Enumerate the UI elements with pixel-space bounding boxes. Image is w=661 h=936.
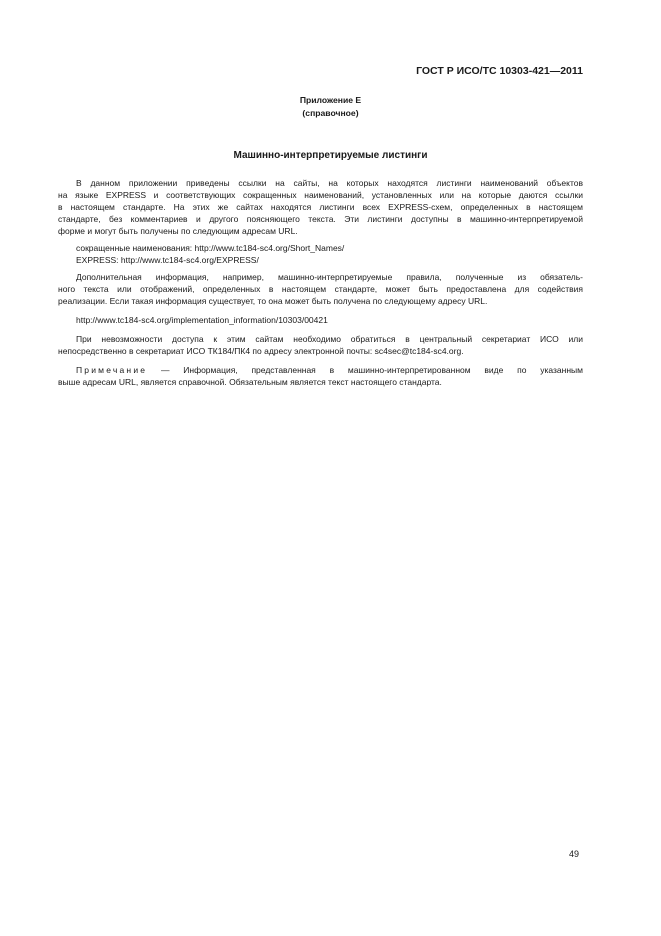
appendix-status: (справочное) bbox=[302, 108, 359, 118]
note-text: — Информация, представленная в машинно-интерпретированном виде по указанным bbox=[147, 365, 583, 375]
note bbox=[58, 364, 583, 388]
text-line: форме и могут быть получены по следующим адресам URL. bbox=[58, 226, 298, 236]
url-list bbox=[58, 242, 583, 266]
paragraph-intro bbox=[58, 177, 583, 237]
text-line: в настоящем стандарте. На этих же сайтах находятся листинги всех EXPRESS-схем, определенных в настоящем bbox=[58, 202, 583, 212]
section-title: Машинно-интерпретируемые листинги bbox=[233, 150, 428, 161]
text-line: стандарте, без комментариев и другого поясняющего текста. Эти листинги доступны в машинно-интерпретируемой bbox=[58, 214, 583, 224]
text-line: непосредственно в секретариат ИСО ТК184/ПК4 по адресу электронной почты: sc4sec@tc184-sc4.org. bbox=[58, 346, 464, 356]
text-line: Дополнительная информация, например, машинно-интерпретируемые правила, полученные из обязатель- bbox=[76, 272, 583, 282]
paragraph-additional-info bbox=[58, 271, 583, 307]
document-header: ГОСТ Р ИСО/ТС 10303-421—2011 bbox=[416, 65, 583, 77]
text-line: реализации. Если такая информация существует, то она может быть получена по следующему адресу URL. bbox=[58, 296, 488, 306]
text-line: При невозможности доступа к этим сайтам необходимо обратиться в центральный секретариат ИСО или bbox=[76, 334, 583, 344]
implementation-info-url[interactable]: http://www.tc184-sc4.org/implementation_information/10303/00421 bbox=[76, 315, 328, 325]
express-url[interactable]: EXPRESS: http://www.tc184-sc4.org/EXPRESS/ bbox=[76, 255, 259, 265]
note-label: Примечание bbox=[76, 365, 148, 375]
text-line: ного текста или отображений, определенных в настоящем стандарте, может быть предоставлена для содействия bbox=[58, 284, 583, 294]
text-line: В данном приложении приведены ссылки на сайты, на которых находятся листинги наименований объектов bbox=[76, 178, 583, 188]
appendix-title: Приложение Е bbox=[299, 95, 362, 105]
note-line: выше адресам URL, является справочной. Обязательным является текст настоящего стандарта. bbox=[58, 377, 442, 387]
page-number: 49 bbox=[569, 849, 580, 859]
implementation-url bbox=[58, 314, 583, 326]
text-line: на языке EXPRESS и соответствующих сокращенных наименований, установленных или на которые даются ссылки bbox=[58, 190, 583, 200]
paragraph-contact bbox=[58, 333, 583, 357]
note-line bbox=[58, 364, 583, 376]
short-names-url[interactable]: сокращенные наименования: http://www.tc184-sc4.org/Short_Names/ bbox=[76, 243, 345, 253]
